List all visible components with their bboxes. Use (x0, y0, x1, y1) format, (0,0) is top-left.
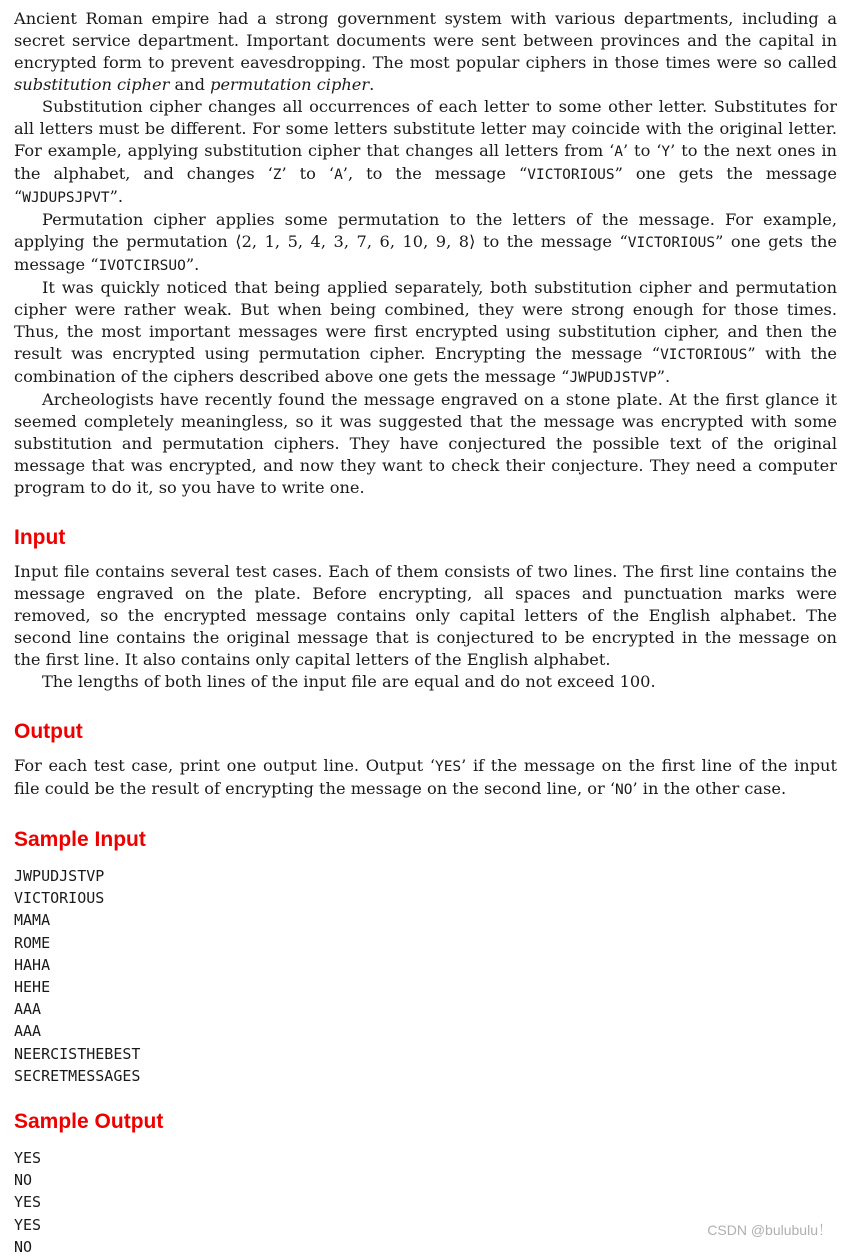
sample-output-line: YES (14, 1149, 42, 1168)
input-paragraph-1: Input file contains several test cases. Each of them consists of two lines. The first line contains the message engraved on the plate. Before encrypting, all spaces and punctuation marks were removed, so the encrypted message contains only capital letters of the English alphabet. The second line contains the original message that is conjectured to be encrypted in the message on the first line. It also contains only capital letters of the English alphabet. (14, 562, 837, 669)
sample-output-line: YES (14, 1193, 42, 1212)
sample-input-line: JWPUDJSTVP (14, 867, 105, 885)
sample-input-line: AAA (14, 1000, 42, 1019)
statement-paragraph-4: It was quickly noticed that being applied separately, both substitution cipher and permutation cipher were rather weak. But when being combined, they were strong enough for those times. Thus, the most important messages were first encrypted using substitution cipher, and then the result was encrypted using permutation cipher. Encrypting the message “VICTORIOUS” with the combination of the ciphers described above one gets the message “JWPUDJSTVP”. (14, 278, 837, 386)
sample-output-heading: Sample Output (14, 1110, 164, 1134)
sample-input-line: SECRETMESSAGES (14, 1066, 141, 1085)
csdn-watermark: CSDN @bulubulu！ (707, 1222, 832, 1238)
output-paragraph: For each test case, print one output line. Output ‘YES’ if the message on the first line of the input file could be the result of encrypting the message on the second line, or ‘NO’ in the other case. (14, 756, 837, 798)
statement-paragraph-5: Archeologists have recently found the message engraved on a stone plate. At the first glance it seemed completely meaningless, so it was suggested that the message was encrypted with some substitution and permutation ciphers. They have conjectured the possible text of the original message that was encrypted, and now they want to check their conjecture. They need a computer program to do it, so you have to write one. (14, 390, 837, 497)
problem-statement (14, 8, 837, 1258)
statement-paragraph-2: Substitution cipher changes all occurrences of each letter to some other letter. Substitutes for all letters must be different. For some letters substitute letter may coincide with the original letter. For example, applying substitution cipher that changes all letters from ‘A’ to ‘Y’ to the next ones in the alphabet, and changes ‘Z’ to ‘A’, to the message “VICTORIOUS” one gets the message “WJDUPSJPVT”. (14, 97, 838, 206)
sample-input-block (14, 865, 837, 1087)
output-heading: Output (14, 720, 83, 743)
sample-output-line: NO (14, 1237, 33, 1256)
sample-input-heading: Sample Input (14, 828, 146, 851)
input-heading: Input (14, 526, 66, 549)
sample-input-line: NEERCISTHEBEST (14, 1044, 141, 1063)
input-paragraph-2: The lengths of both lines of the input file are equal and do not exceed 100. (42, 672, 656, 691)
sample-output-block (14, 1147, 837, 1258)
statement-paragraph-3: Permutation cipher applies some permutation to the letters of the message. For example, applying the permutation ⟨2, 1, 5, 4, 3, 7, 6, 10, 9, 8⟩ to the message “VICTORIOUS” one gets the message “IVOTCIRSUO”. (14, 210, 837, 274)
statement-paragraph-1: Ancient Roman empire had a strong government system with various departments, including a secret service department. Important documents were sent between provinces and the capital in encrypted form to prevent eavesdropping. The most popular ciphers in those times were so called substitution cipher and permutation cipher. (14, 9, 837, 94)
sample-input-line: HAHA (14, 955, 51, 974)
sample-input-line: ROME (14, 933, 51, 952)
sample-input-line: MAMA (14, 911, 51, 930)
sample-input-line: AAA (14, 1022, 42, 1041)
sample-output-line: NO (14, 1171, 33, 1190)
sample-input-line: HEHE (14, 978, 51, 997)
sample-output-line: YES (14, 1215, 42, 1234)
sample-input-line: VICTORIOUS (14, 889, 105, 908)
